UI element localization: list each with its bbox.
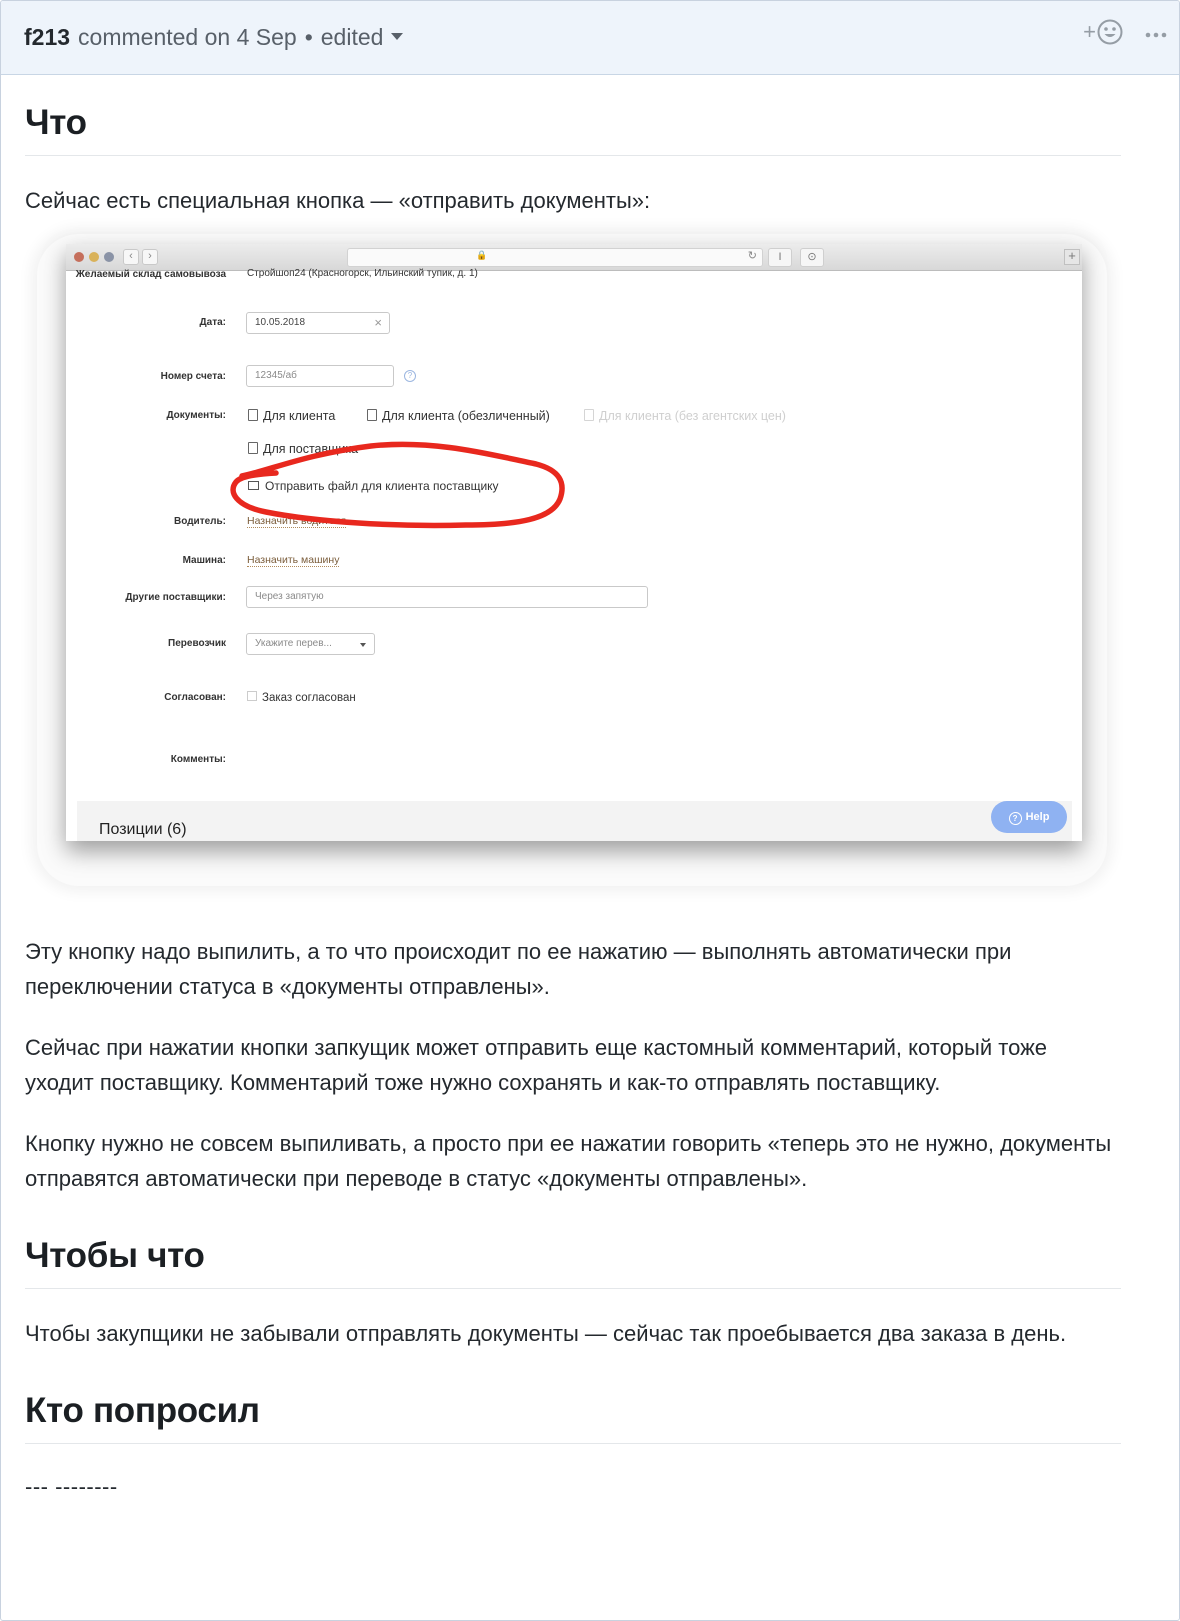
driver-link: Назначить водителя [247,515,347,527]
back-icon: ‹ [123,249,139,265]
caret-down-icon [391,33,403,40]
close-dot-icon [74,252,84,262]
help-button-label: Help [1025,811,1050,823]
add-reaction-button[interactable] [1083,19,1123,45]
pdf-icon [248,409,258,421]
plus-icon: + [1083,19,1096,44]
paragraph-1: Эту кнопку надо выпилить, а то что происходит по ее нажатию — выполнять автоматически при переключении статуса в «документы отправлены». [25,939,1012,999]
agreed-checkbox [247,691,356,704]
reload-icon: ↻ [747,250,757,262]
comment-body [1,75,1179,1504]
positions-bar [77,801,1072,841]
comments-label: Комменты: [170,754,226,765]
kebab-horizontal-icon [1145,32,1167,38]
help-circle-icon: ? [404,370,416,382]
warehouse-label: Желаемый склад самовывоза [75,269,226,280]
paragraph-why: Чтобы закупщики не забывали отправлять документы — сейчас так проебывается два заказа в день. [25,1321,1067,1346]
carrier-placeholder: Укажите перев... [255,638,332,649]
comment-header [1,1,1179,75]
doc-client-no-agent-link [584,409,786,423]
more-options-button[interactable] [1145,19,1167,39]
envelope-icon [248,481,259,490]
red-annotation-circle [66,244,1082,841]
smiley-icon [1097,19,1123,45]
doc-supplier-text: Для поставщика [263,442,359,456]
paragraph-who: --- -------- [25,1474,118,1499]
shield-icon: ⊙ [800,248,824,267]
agreed-label: Согласован: [164,692,226,703]
edited-label: edited [320,24,384,50]
doc-client-text: Для клиента [263,409,336,423]
doc-client-anon-link [367,409,550,423]
header-separator: • [304,24,313,50]
paragraph-3: Кнопку нужно не совсем выпиливать, а просто при ее нажатии говорить «теперь это не нужно, документы отправятся автоматически при переводе в статус «документы отправлены». [25,1131,1112,1191]
comment-action: commented on [78,24,231,50]
help-button [991,801,1067,833]
reader-icon: I [768,248,792,267]
date-input [246,312,390,334]
comment-author[interactable]: f213 [24,24,71,50]
clear-icon: × [374,315,382,330]
send-file-text: Отправить файл для клиента поставщику [265,479,499,493]
doc-client-anon-text: Для клиента (обезличенный) [382,409,550,423]
paragraph-intro: Сейчас есть специальная кнопка — «отправить документы»: [25,188,651,213]
warehouse-value: Стройшоп24 (Красногорск, Ильинский тупик, д. 1) [247,268,478,279]
agreed-checkbox-text: Заказ согласован [262,692,356,704]
help-icon: ? [1009,812,1022,825]
date-value: 10.05.2018 [255,317,306,328]
heading-who: Кто попросил [25,1391,1121,1444]
date-label: Дата: [199,317,226,328]
pdf-icon [248,442,258,454]
documents-label: Документы: [166,410,226,421]
edited-dropdown[interactable] [321,24,404,51]
other-suppliers-label: Другие поставщики: [125,592,226,603]
doc-supplier-link [248,442,358,456]
paragraph-2: Сейчас при нажатии кнопки запкущик может отправить еще кастомный комментарий, который тоже уходит поставщику. Комментарий тоже нужно сохранять и как-то отправлять поставщику. [25,1035,1048,1095]
doc-client-no-agent-text: Для клиента (без агентских цен) [599,409,786,423]
comment-date[interactable]: 4 Sep [236,24,297,50]
caret-down-icon [360,643,366,647]
positions-title: Позиции (6) [99,821,187,838]
driver-label: Водитель: [174,516,226,527]
forward-icon: › [142,249,158,265]
car-link: Назначить машину [247,554,340,566]
comment-actions [1083,19,1167,45]
heading-what: Что [25,103,1121,156]
car-label: Машина: [182,555,226,566]
heading-why: Чтобы что [25,1236,1121,1289]
account-input: 12345/аб [246,365,394,387]
doc-client-link [248,409,335,423]
pdf-icon [584,409,594,421]
other-suppliers-input: Через запятую [246,586,648,608]
embedded-screenshot-frame[interactable] [37,234,1107,886]
lock-icon: 🔒 [476,250,488,260]
embedded-screenshot [66,244,1082,841]
carrier-label: Перевозчик [168,638,226,649]
maximize-dot-icon [104,252,114,262]
carrier-select [246,633,375,655]
minimize-dot-icon [89,252,99,262]
new-tab-icon: + [1064,249,1080,265]
browser-toolbar [66,244,1082,271]
address-bar [347,248,763,267]
send-file-link [248,479,499,493]
checkbox-icon [247,691,257,701]
pdf-icon [367,409,377,421]
account-label: Номер счета: [160,371,226,382]
